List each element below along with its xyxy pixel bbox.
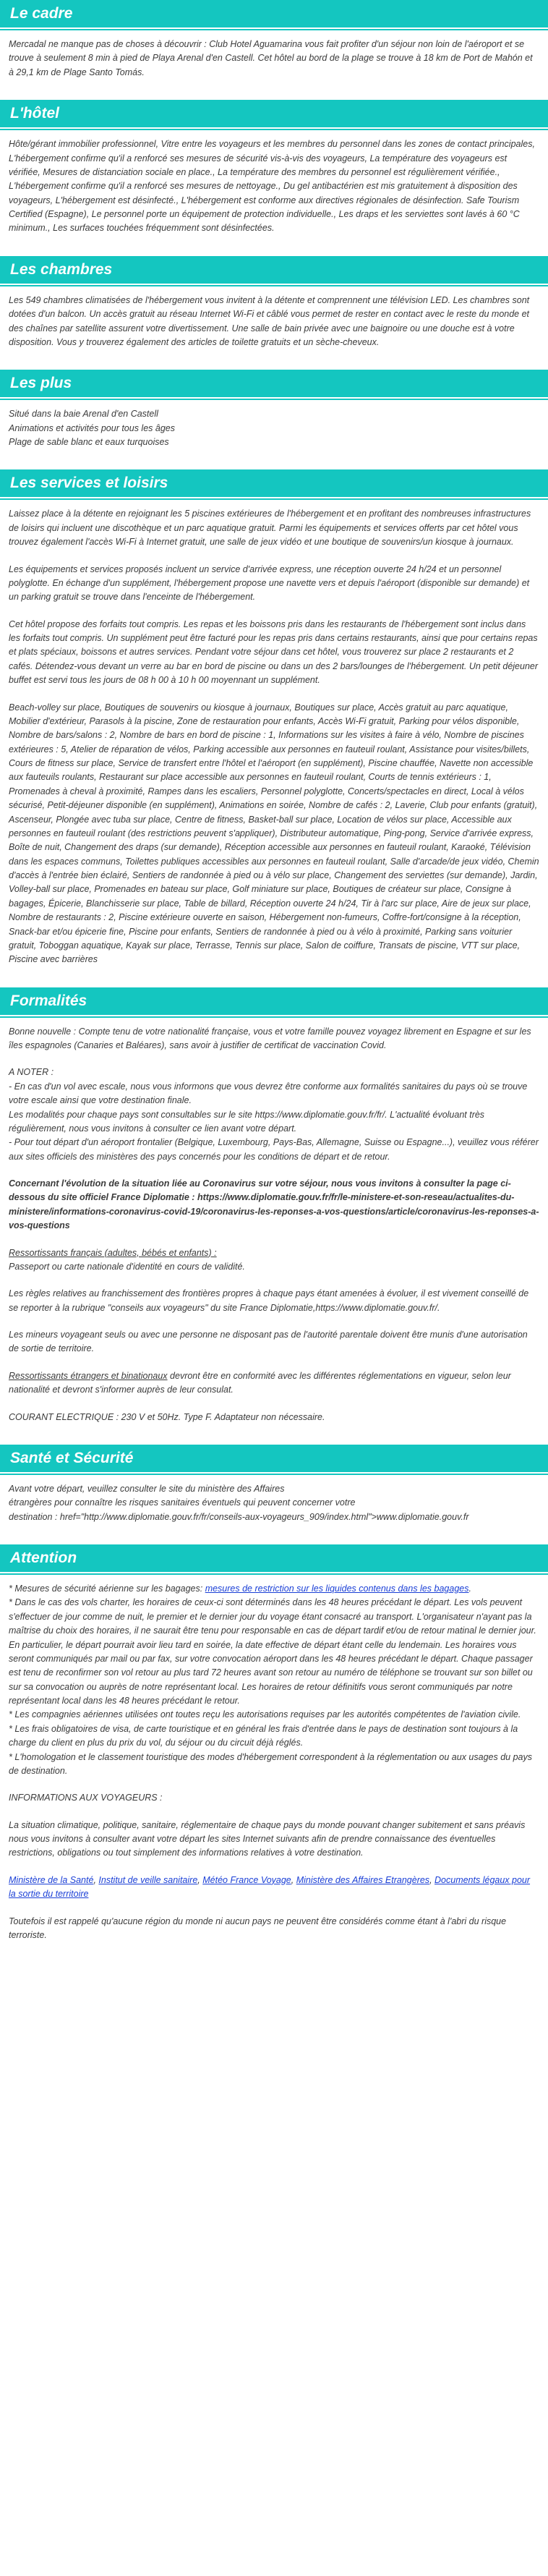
section-body-plus — [0, 404, 548, 462]
formalites-note-line: Les modalités pour chaque pays sont consultables sur le site https://www.diplomatie.gouv.fr/fr/. L'actualité évoluant très régulièrement, nous vous invitons à consulter ce lien avant votre départ. — [9, 1109, 485, 1134]
attention-situation: La situation climatique, politique, sanitaire, réglementaire de chaque pays du monde pouvant changer subitement et sans préavis nous vous invitons à consulter avant votre départ les sites Internet suivants afin de prendre connaissance des éventuelles restrictions, obligations ou tout simplement des informations relatives à votre destination. — [9, 1819, 526, 1858]
attention-item: * L'homologation et le classement touristique des modes d'hébergement correspondent à la réglementation ou aux usages du pays de destination. — [9, 1751, 532, 1776]
section-title-chambres: Les chambres — [0, 256, 548, 284]
section-body-chambres — [0, 291, 548, 363]
liquids-restriction-link[interactable]: mesures de restriction sur les liquides contenus dans les bagages — [205, 1584, 469, 1594]
sante-line: étrangères pour connaître les risques sanitaires éventuels qui peuvent concerner votre — [9, 1497, 356, 1508]
attention-item: * Dans le cas des vols charter, les horaires de ceux-ci sont déterminés dans les 48 heures précédant le départ. Les vols peuvent s'effectuer de jour comme de nuit, le premier et le dernier jour du voyage étant consacré au transport. L'organisateur n'ayant pas la maîtrise du choix des horaires, il ne saurait être tenu pour responsable en cas de départ tardif et/ou de retour matinal le dernier jour. En particulier, le départ pourrait avoir lieu tard en soirée, la date effective de départ étant celle du lendemain. Les horaires vous seront communiqués par mail ou par fax, sur votre convocation aéroport dans les 48 heures précédant le départ. Chaque passager est tenu de reconfirmer son vol retour au plus tard 72 heures avant son retour au numéro de téléphone se trouvant sur son billet ou sur sa convocation ou auprès de notre représentant local. Les horaires de retour définitifs vous seront communiqués par notre représentant local dans les 48 heures précédant le retour. — [9, 1597, 536, 1706]
section-title-plus: Les plus — [0, 370, 548, 397]
section-attention — [0, 1544, 548, 1955]
attention-links: Ministère de la Santé, Institut de veille sanitaire, Météo France Voyage, Ministère des Affaires Etrangères, Documents légaux pour la sortie du territoire — [9, 1874, 531, 1900]
formalites-note-line: - En cas d'un vol avec escale, nous vous informons que vous devrez être conforme aux formalités sanitaires du pays où se trouve votre escale ainsi que votre destination finale. — [9, 1081, 528, 1106]
formalites-paragraph-minors: Les mineurs voyageant seuls ou avec une personne ne disposant pas de l'autorité parentale doivent être munis d'une autorisation de sortie de territoire. — [9, 1330, 528, 1354]
plus-item: Animations et activités pour tous les âges — [9, 422, 175, 433]
formalites-note-line: - Pour tout départ d'un aéroport frontalier (Belgique, Luxembourg, Pays-Bas, Allemagne, Suisse ou Espagne...), veuillez vous référer aux sites officiels des ministères des pays concernés pour les conditions de départ et de retour. — [9, 1137, 539, 1162]
formalites-french-nationals-heading: Ressortissants français (adultes, bébés et enfants) : — [9, 1247, 217, 1258]
section-title-sante: Santé et Sécurité — [0, 1445, 548, 1472]
plus-item: Situé dans la baie Arenal d'en Castell — [9, 409, 158, 420]
section-chambres — [0, 256, 548, 363]
documents-legaux-link[interactable]: Documents légaux pour la sortie du territoire — [9, 1874, 531, 1900]
formalites-note-title: A NOTER : — [9, 1067, 54, 1078]
formalites-foreigners — [9, 1369, 539, 1398]
formalites-electric: COURANT ELECTRIQUE : 230 V et 50Hz. Type F. Adaptateur non nécessaire. — [9, 1411, 325, 1422]
loisirs-paragraph-1: Laissez place à la détente en rejoignant les 5 piscines extérieures de l'hébergement et en profitant des nombreuses infrastructures de loisirs qui incluent une discothèque et un parc aquatique gratuit. Parmi les équipements et services offerts par cet hôtel vous trouvez également l'accès Wi-Fi à Internet gratuit, une salle de jeux vidéo et une boutique de souvenirs/un kiosque à journaux. — [9, 509, 531, 548]
formalites-french-nationals-text: Passeport ou carte nationale d'identité en cours de validité. — [9, 1261, 245, 1272]
loisirs-paragraph-3: Cet hôtel propose des forfaits tout compris. Les repas et les boissons pris dans les restaurants de l'hébergement sont inclus dans les forfaits tout compris. Un supplément peut être facturé pour les repas pris dans certains restaurants, ainsi que pour certains repas et plats spéciaux, boissons et autres services. Pendant votre séjour dans cet hôtel, vous trouverez sur place 2 restaurants et 2 cafés. Détendez-vous devant un verre au bar en bord de piscine ou dans un des 2 bars/lounges de l'hébergement. Un petit déjeuner buffet est servi tous les jours de 08 h 00 à 10 h 00 moyennant un supplément. — [9, 619, 539, 686]
section-body-cadre — [0, 35, 548, 93]
affaires-etrangeres-link[interactable]: Ministère des Affaires Etrangères — [296, 1874, 430, 1885]
section-title-formalites: Formalités — [0, 987, 548, 1015]
section-body-formalites — [0, 1022, 548, 1437]
veille-sanitaire-link[interactable]: Institut de veille sanitaire — [98, 1874, 198, 1885]
ministere-sante-link[interactable]: Ministère de la Santé — [9, 1874, 94, 1885]
chambres-text: Les 549 chambres climatisées de l'hébergement vous invitent à la détente et comprennent une télévision LED. Les chambres sont dotées d'un balcon. Un accès gratuit au réseau Internet Wi-Fi et câblé vous permet de rester en contact avec le reste du monde et des chaînes par satellite assurent votre divertissement. Une salle de bain privée avec une baignoire ou une douche est à votre disposition. Vous y trouverez également des articles de toilette gratuits et un sèche-cheveux. — [9, 294, 530, 347]
section-sante — [0, 1445, 548, 1537]
attention-item-baggage-text: * Mesures de sécurité aérienne sur les bagages: — [9, 1584, 205, 1594]
section-body-loisirs — [0, 504, 548, 979]
attention-item: * Les frais obligatoires de visa, de carte touristique et en général les frais d'entrée dans le pays de destination sont toujours à la charge du client en plus du prix du vol, du séjour ou du circuit déjà réglés. — [9, 1723, 518, 1748]
attention-item-baggage — [9, 1582, 539, 1596]
section-title-attention: Attention — [0, 1544, 548, 1572]
hotel-text: Hôte/gérant immobilier professionnel, Vitre entre les voyageurs et les membres du personnel dans les zones de contact principales, L'hébergement confirme qu'il a renforcé ses mesures de sécurité vis-à-vis des voyageurs, La température des voyageurs est vérifiée, Mesures de distanciation sociale en place., La température des membres du personnel est régulièrement vérifiée., L'hébergement confirme qu'il a renforcé ses mesures de nettoyage., Du gel antibactérien est mis gratuitement à disposition des voyageurs, L'hébergement est désinfecté., L'hébergement est conforme aux directives régionales de désinfection. Safe Tourism Certified (Espagne), Le personnel porte un équipement de protection individuelle., Les draps et les serviettes sont lavés à 60 °C minimum., Les surfaces touchées fréquemment sont désinfectées. — [9, 139, 535, 234]
section-cadre — [0, 0, 548, 93]
section-title-hotel: L'hôtel — [0, 100, 548, 127]
formalites-note — [9, 1066, 539, 1164]
sante-line: Avant votre départ, veuillez consulter le site du ministère des Affaires — [9, 1483, 285, 1494]
attention-item-baggage-end: . — [468, 1584, 471, 1594]
section-loisirs — [0, 469, 548, 979]
attention-list — [9, 1582, 539, 1778]
section-title-loisirs: Les services et loisirs — [0, 469, 548, 497]
formalites-paragraph-1: Bonne nouvelle : Compte tenu de votre nationalité française, vous et votre famille pouvez voyagez librement en Espagne et sur les îles espagnoles (Canaries et Baléares), sans avoir à justifier de certificat de vaccination Covid. — [9, 1026, 531, 1050]
section-body-attention — [0, 1579, 548, 1955]
formalites-french-nationals — [9, 1246, 539, 1275]
formalites-covid-notice: Concernant l'évolution de la situation liée au Coronavirus sur votre séjour, nous vous invitons à consulter la page ci-dessous du site officiel France Diplomatie : https://www.diplomatie.gouv.fr/fr/le-ministere-et-son-reseau/actualites-du-ministere/informations-coronavirus-covid-19/coronavirus-les-reponses-a-vos-questions/article/coronavirus-les-reponses-a-vos-questions — [9, 1178, 539, 1231]
attention-final: Toutefois il est rappelé qu'aucune région du monde ni aucun pays ne peuvent être considérés comme étant à l'abri du risque terroriste. — [9, 1916, 507, 1940]
meteo-france-link[interactable]: Météo France Voyage — [202, 1874, 291, 1885]
attention-item: * Les compagnies aériennes utilisées ont toutes reçu les autorisations requises par les autorités compétentes de l'aviation civile. — [9, 1709, 521, 1720]
plus-item: Plage de sable blanc et eaux turquoises — [9, 437, 169, 447]
formalites-foreigners-text: devront être en conformité avec les différentes réglementations en vigueur, selon leur nationalité et devront s'informer auprès de leur consulat. — [9, 1370, 511, 1395]
loisirs-paragraph-2: Les équipements et services proposés incluent un service d'arrivée express, une réception ouverte 24 h/24 et un personnel polyglotte. En échange d'un supplément, l'hébergement propose une navette vers et depuis l'aéroport (disponible sur demande) et un parking gratuit se trouve dans l'enceinte de l'hébergement. — [9, 564, 530, 603]
sante-line: destination : href="http://www.diplomatie.gouv.fr/fr/conseils-aux-voyageurs_909/index.html">www.diplomatie.gouv.fr — [9, 1511, 469, 1522]
section-body-sante — [0, 1479, 548, 1537]
section-plus — [0, 370, 548, 462]
section-formalites — [0, 987, 548, 1437]
section-hotel — [0, 100, 548, 249]
section-body-hotel — [0, 135, 548, 249]
cadre-text: Mercadal ne manque pas de choses à découvrir : Club Hotel Aguamarina vous fait profiter d'un séjour non loin de l'aéroport et se trouve à seulement 8 min à pied de Playa Arenal d'en Castell. Cet hôtel au bord de la plage se trouve à 18 km de Port de Mahón et à 29,1 km de Plage Santo Tomás. — [9, 39, 533, 77]
formalites-foreigners-heading: Ressortissants étrangers et binationaux — [9, 1370, 168, 1381]
attention-info-title: INFORMATIONS AUX VOYAGEURS : — [9, 1793, 163, 1803]
formalites-paragraph-borders: Les règles relatives au franchissement des frontières propres à chaque pays étant amenées à évoluer, il est vivement conseillé de se reporter à la rubrique "conseils aux voyageurs" du site France Diplomatie,https://www.diplomatie.gouv.fr/. — [9, 1288, 529, 1313]
section-title-cadre: Le cadre — [0, 0, 548, 27]
loisirs-equipment-list: Beach-volley sur place, Boutiques de souvenirs ou kiosque à journaux, Boutiques sur place, Accès gratuit au parc aquatique, Mobilier d'extérieur, Parasols à la piscine, Zone de restauration pour enfants, Accès Wi-Fi gratuit, Parking pour vélos disponible, Nombre de bars/salons : 2, Nombre de bars en bord de piscine : 1, Informations sur les visites à faire à vélo, Nombre de piscines extérieures : 5, Atelier de réparation de vélos, Parking accessible aux personnes en fauteuil roulant, Assistance pour visites/billets, Cours de fitness sur place, Service de transfert entre l'hôtel et l'aéroport (en supplément), Piscine chauffée, Navette non accessible aux fauteuils roulants, Restaurant sur place accessible aux personnes en fauteuil roulant, Courts de tennis extérieurs : 1, Promenades à cheval à proximité, Rampes dans les escaliers, Personnel polyglotte, Concerts/spectacles en direct, Local à vélos sécurisé, Petit-déjeuner disponible (en supplément), Animations en soirée, Nombre de cafés : 2, Laverie, Club pour enfants (gratuit), Ascenseur, Plongée avec tuba sur place, Centre de fitness, Basket-ball sur place, Location de vélos sur place, Accessible aux personnes en fauteuil roulant (des restrictions peuvent s'appliquer), Distributeur automatique, Ping-pong, Service d'arrivée express, Boîte de nuit, Changement des draps (sur demande), Réception accessible aux personnes en fauteuil roulant, Karaoké, Télévision dans les espaces communs, Toilettes publiques accessibles aux personnes en fauteuil roulant, Salle d'arcade/de jeux vidéo, Chemin d'accès à l'entrée bien éclairé, Sentiers de randonnée à pied ou à vélo sur place, Changement des serviettes (sur demande), Jardin, Volley-ball sur place, Promenades en bateau sur place, Golf miniature sur place, Boutiques de créateur sur place, Consigne à bagages, Épicerie, Blanchisserie sur place, Table de billard, Réception ouverte 24 h/24, Tir à l'arc sur place, Aire de jeux sur place, Nombre de restaurants : 2, Piscine extérieure ouverte en saison, Hébergement non-fumeurs, Coffre-fort/consigne à la réception, Snack-bar et/ou épicerie fine, Piscine pour enfants, Sentiers de randonnée à pied ou à vélo à proximité, Parking sans voiturier gratuit, Toboggan aquatique, Kayak sur place, Terrasse, Tennis sur place, Salon de coiffure, Transats de piscine, VTT sur place, Piscine avec barrières — [9, 702, 539, 965]
